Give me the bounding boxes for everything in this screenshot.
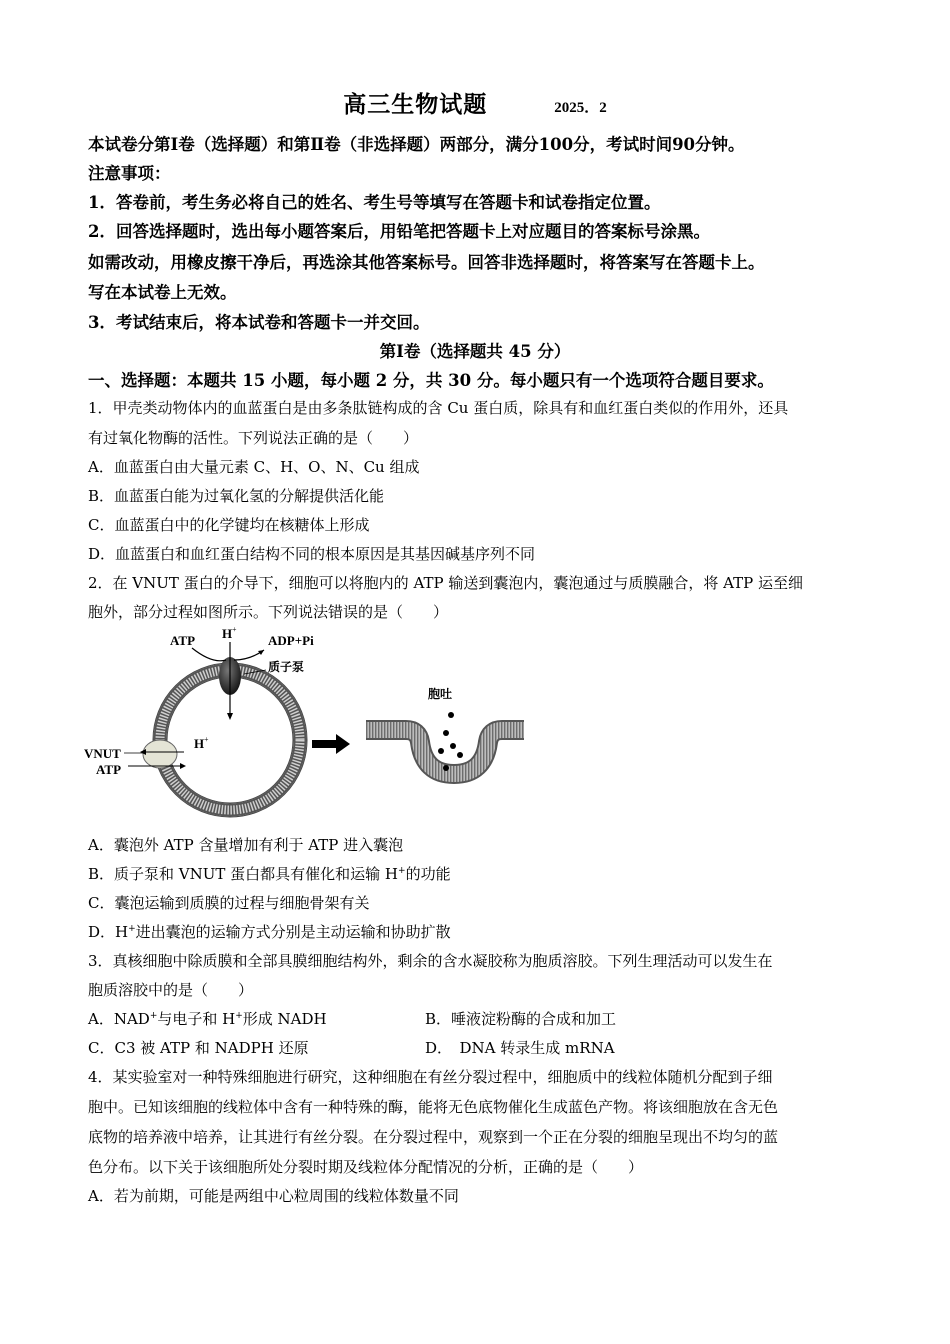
q4-stem-line-1: 4．某实验室对一种特殊细胞进行研究，这种细胞在有丝分裂过程中，细胞质中的线粒体随机分配到子细 — [88, 1068, 773, 1086]
notice-item-2-cont-1: 如需改动，用橡皮擦干净后，再选涂其他答案标号。回答非选择题时，将答案写在答题卡上。 — [88, 253, 765, 272]
process-arrow-body — [312, 740, 336, 748]
atp-dot — [457, 752, 463, 758]
q2-option-d: D．H+进出囊泡的运输方式分别是主动运输和协助扩散 — [88, 923, 451, 941]
q3-option-c: C．C3 被 ATP 和 NADPH 还原 — [88, 1039, 309, 1057]
label-atp-left: ATP — [96, 762, 122, 777]
vnut-protein-shape — [143, 740, 177, 768]
intro-text: 本试卷分第Ⅰ卷（选择题）和第Ⅱ卷（非选择题）两部分，满分100分，考试时间90分钟。 — [88, 135, 745, 154]
notice-item-2: 2．回答选择题时，选出每小题答案后，用铅笔把答题卡上对应题目的答案标号涂黑。 — [88, 222, 710, 241]
q3-stem-line-2: 胞质溶胶中的是（ ） — [88, 981, 254, 999]
q4-stem-line-4: 色分布。以下关于该细胞所处分裂时期及线粒体分配情况的分析，正确的是（ ） — [88, 1158, 644, 1176]
q4-stem-line-2: 胞中。已知该细胞的线粒体中含有一种特殊的酶，能将无色底物催化生成蓝色产物。将该细胞放在含无色 — [88, 1098, 779, 1116]
q2-stem-line-2: 胞外，部分过程如图所示。下列说法错误的是（ ） — [88, 603, 449, 621]
q1-option-b: B．血蓝蛋白能为过氧化氢的分解提供活化能 — [88, 487, 385, 505]
section-heading: 一、选择题：本题共 15 小题，每小题 2 分，共 30 分。每小题只有一个选项符合题目要求。 — [88, 371, 774, 390]
label-atp-top: ATP — [170, 633, 196, 648]
part1-heading: 第Ⅰ卷（选择题共 45 分） — [379, 342, 571, 361]
q4-stem-line-3: 底物的培养液中培养，让其进行有丝分裂。在分裂过程中，观察到一个正在分裂的细胞呈现出不均匀的蓝 — [88, 1128, 779, 1146]
atp-dot — [443, 730, 449, 736]
q3-options-row-1 — [88, 1008, 327, 1029]
q3-option-a: A．NAD+与电子和 H+形成 NADH — [88, 1010, 327, 1028]
q1-stem-line-2: 有过氧化物酶的活性。下列说法正确的是（ ） — [88, 429, 419, 447]
label-vnut: VNUT — [84, 746, 121, 761]
q2-option-c: C．囊泡运输到质膜的过程与细胞骨架有关 — [88, 894, 370, 912]
atp-dot — [450, 743, 456, 749]
q4-option-a: A．若为前期，可能是两组中心粒周围的线粒体数量不同 — [88, 1187, 459, 1205]
notice-heading: 注意事项： — [88, 164, 171, 183]
notice-item-2-cont-2: 写在本试卷上无效。 — [88, 283, 237, 302]
header — [0, 86, 950, 119]
q2-option-a: A．囊泡外 ATP 含量增加有利于 ATP 进入囊泡 — [88, 836, 404, 854]
q3-option-d: D． DNA 转录生成 mRNA — [425, 1039, 615, 1057]
label-adp: ADP+Pi — [268, 633, 314, 648]
atp-dot — [448, 712, 454, 718]
vesicle-atp-figure — [84, 624, 534, 834]
q1-option-a: A．血蓝蛋白由大量元素 C、H、O、N、Cu 组成 — [88, 458, 420, 476]
atp-dot — [438, 748, 444, 754]
notice-item-1: 1．答卷前，考生务必将自己的姓名、考生号等填写在答题卡和试卷指定位置。 — [88, 193, 661, 212]
label-proton-pump: 质子泵 — [268, 660, 305, 674]
q2-stem-line-1: 2．在 VNUT 蛋白的介导下，细胞可以将胞内的 ATP 输送到囊泡内，囊泡通过与质膜融合，将 ATP 运至细 — [88, 574, 803, 592]
q1-option-d: D．血蓝蛋白和血红蛋白结构不同的根本原因是其基因碱基序列不同 — [88, 545, 536, 563]
exam-date: 2025．2 — [554, 100, 607, 116]
q3-stem-line-1: 3．真核细胞中除质膜和全部具膜细胞结构外，剩余的含水凝胶称为胞质溶胶。下列生理活动可以发生在 — [88, 952, 773, 970]
label-exocytosis: 胞吐 — [428, 687, 453, 701]
process-arrow-head — [336, 734, 350, 754]
page-title: 高三生物试题 — [343, 91, 488, 118]
notice-item-3: 3．考试结束后，将本试卷和答题卡一并交回。 — [88, 313, 430, 332]
atp-dot — [443, 765, 449, 771]
q1-stem-line-1: 1．甲壳类动物体内的血蓝蛋白是由多条肽链构成的含 Cu 蛋白质，除具有和血红蛋白类似的作用外，还具 — [88, 399, 789, 417]
label-h-top: H — [222, 626, 233, 641]
q1-option-c: C．血蓝蛋白中的化学键均在核糖体上形成 — [88, 516, 370, 534]
q3-option-b: B．唾液淀粉酶的合成和加工 — [425, 1010, 617, 1028]
atp-arrow — [192, 648, 226, 661]
q2-option-b: B．质子泵和 VNUT 蛋白都具有催化和运输 H+的功能 — [88, 865, 451, 883]
label-h-top-sup: + — [232, 625, 237, 634]
label-h-mid-sup: + — [204, 735, 209, 744]
label-h-mid: H — [194, 736, 205, 751]
